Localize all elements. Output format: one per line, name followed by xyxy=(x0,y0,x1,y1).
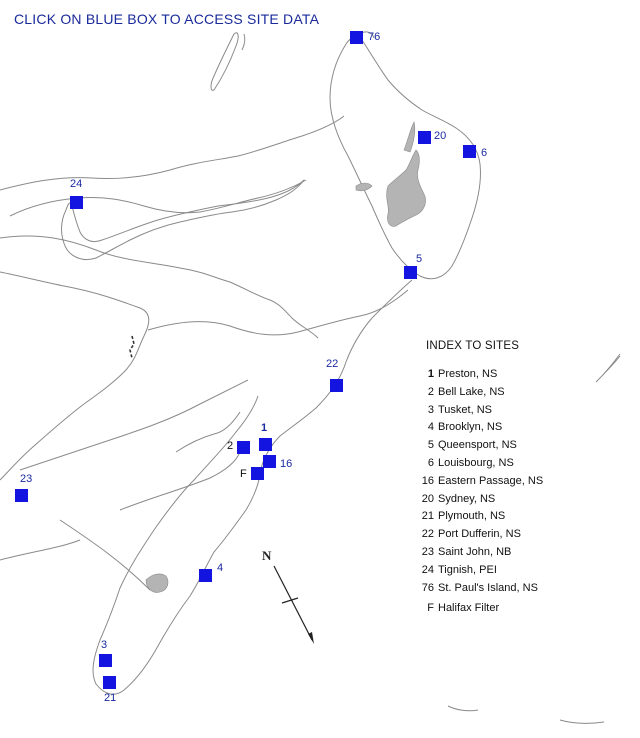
site-box-23[interactable] xyxy=(15,489,28,502)
index-name: Louisbourg, NS xyxy=(438,456,514,469)
index-item xyxy=(420,580,543,598)
index-num: 3 xyxy=(427,403,434,416)
site-box-3[interactable] xyxy=(99,654,112,667)
site-label-5: 5 xyxy=(416,253,423,265)
site-label-1: 1 xyxy=(261,422,268,434)
bras-dor-lake xyxy=(387,150,426,226)
site-label-2: 2 xyxy=(227,440,234,452)
index-name: Brooklyn, NS xyxy=(438,421,503,434)
index-name: Bell Lake, NS xyxy=(438,385,505,398)
site-box-24[interactable] xyxy=(70,196,83,209)
site-index xyxy=(420,340,543,618)
index-num: 5 xyxy=(427,439,434,452)
index-title: INDEX TO SITES xyxy=(426,340,520,352)
site-box-f[interactable] xyxy=(251,467,264,480)
index-item xyxy=(420,437,543,455)
index-name: Port Dufferin, NS xyxy=(438,528,521,541)
index-name: Sydney, NS xyxy=(438,492,496,505)
north-arrow-icon xyxy=(262,548,326,648)
site-label-3: 3 xyxy=(101,639,108,651)
site-label-16: 16 xyxy=(280,458,293,470)
site-box-16[interactable] xyxy=(263,455,276,468)
compass-north-label: N xyxy=(262,548,272,563)
index-list xyxy=(420,366,543,618)
site-box-2[interactable] xyxy=(237,441,250,454)
site-box-22[interactable] xyxy=(330,379,343,392)
gulf-shore xyxy=(0,116,344,190)
index-num: 2 xyxy=(427,385,434,398)
site-label-f: F xyxy=(240,468,247,480)
site-box-5[interactable] xyxy=(404,266,417,279)
index-item xyxy=(420,384,543,402)
site-label-22: 22 xyxy=(326,358,339,370)
site-box-6[interactable] xyxy=(463,145,476,158)
site-box-76[interactable] xyxy=(350,31,363,44)
index-num: F xyxy=(427,602,434,615)
site-label-4: 4 xyxy=(217,562,224,574)
index-num: 22 xyxy=(421,528,434,541)
index-name: Preston, NS xyxy=(438,368,498,380)
index-item xyxy=(420,562,543,580)
index-name: Tusket, NS xyxy=(438,403,492,416)
page-title: CLICK ON BLUE BOX TO ACCESS SITE DATA xyxy=(14,11,320,27)
site-label-23: 23 xyxy=(20,473,33,485)
index-item xyxy=(420,366,543,384)
index-name: Saint John, NB xyxy=(438,545,512,558)
site-label-6: 6 xyxy=(481,147,488,159)
index-num: 20 xyxy=(421,492,434,505)
index-name: Queensport, NS xyxy=(438,439,517,452)
northumberland-shore xyxy=(148,290,408,335)
index-item xyxy=(420,455,543,473)
site-label-24: 24 xyxy=(70,178,83,190)
index-num: 4 xyxy=(427,421,434,434)
magdalen-islands xyxy=(211,33,238,91)
site-box-20[interactable] xyxy=(418,131,431,144)
index-item xyxy=(420,491,543,509)
pei-coast xyxy=(62,180,305,260)
index-num: 21 xyxy=(421,510,434,523)
site-box-4[interactable] xyxy=(199,569,212,582)
site-label-21: 21 xyxy=(104,692,117,704)
index-name: Halifax Filter xyxy=(438,602,500,615)
index-item xyxy=(420,419,543,437)
index-item xyxy=(420,402,543,420)
index-item xyxy=(420,544,543,562)
bay-of-fundy-shore xyxy=(20,380,248,470)
cape-breton-coast xyxy=(330,37,481,279)
index-name: Eastern Passage, NS xyxy=(438,474,544,487)
site-box-21[interactable] xyxy=(103,676,116,689)
site-box-1[interactable] xyxy=(259,438,272,451)
index-num: 16 xyxy=(421,474,434,487)
index-num: 24 xyxy=(421,563,434,576)
index-item xyxy=(420,473,543,491)
site-label-76: 76 xyxy=(368,31,381,43)
index-num: 6 xyxy=(427,456,434,469)
index-name: St. Paul's Island, NS xyxy=(438,581,538,594)
index-num: 1 xyxy=(427,368,434,380)
index-item xyxy=(420,526,543,544)
index-name: Plymouth, NS xyxy=(438,510,506,523)
index-name: Tignish, PEI xyxy=(438,563,497,576)
site-label-20: 20 xyxy=(434,130,447,142)
index-item xyxy=(420,508,543,526)
index-item xyxy=(420,600,543,618)
index-num: 76 xyxy=(421,581,434,594)
index-num: 23 xyxy=(421,545,434,558)
